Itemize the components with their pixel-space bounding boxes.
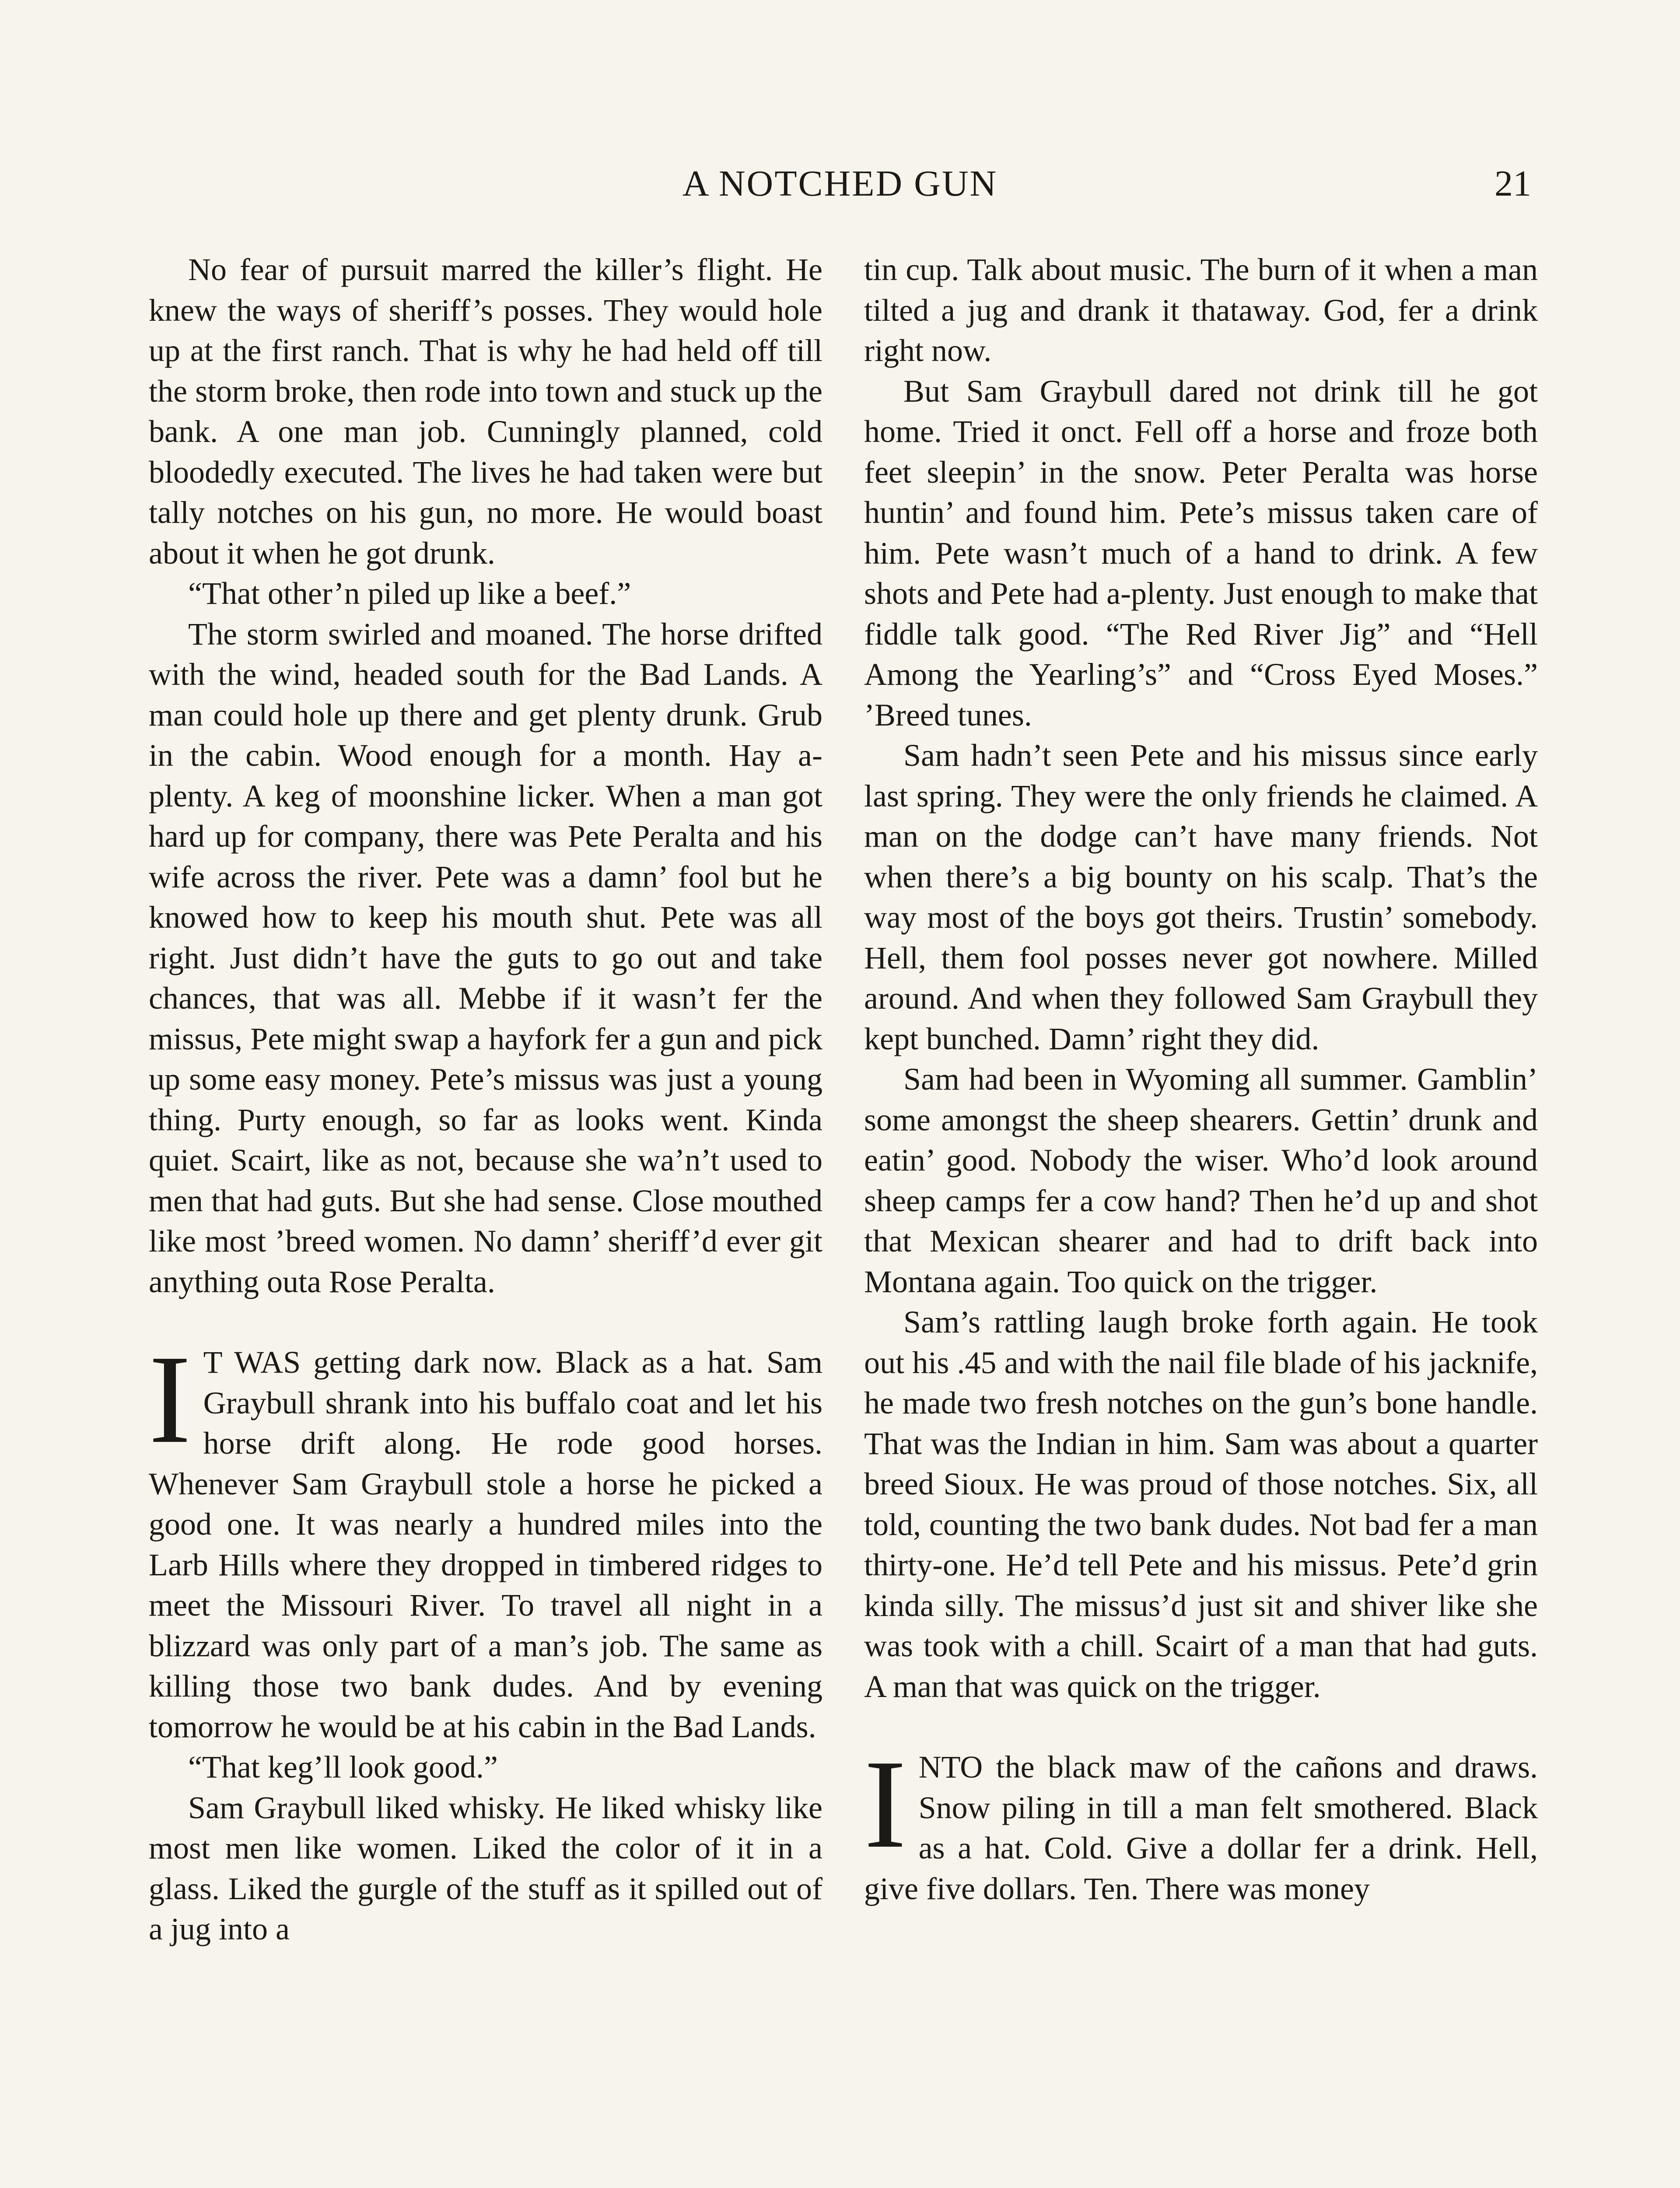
page-number: 21 [1494,163,1531,204]
paragraph: “That keg’ll look good.” [188,1750,498,1785]
drop-cap: I [864,1734,906,1874]
paragraph: Sam Graybull liked whisky. He liked whisky like most men like women. Liked the color of it in a glass. Liked the gurgle of the stuff as it spilled out of a jug into a [149,1790,822,1946]
paragraph: tin cup. Talk about music. The burn of it when a man tilted a jug and drank it thataway. God, fer a drink right now. [864,252,1538,368]
section-paragraph [149,1329,822,1747]
section-paragraph [864,1734,1538,1909]
paragraph-text: NTO the black maw of the cañons and draws. Snow piling in till a man felt smothered. Black as a hat. Cold. Give a dollar fer a drink. Hell, give five dollars. Ten. There was money [864,1750,1538,1906]
paragraph: Sam hadn’t seen Pete and his missus since early last spring. They were the only friends he claimed. A man on the dodge can’t have many friends. Not when there’s a big bounty on his scalp. That’s the way most of the boys got theirs. Trustin’ somebody. Hell, them fool posses never got nowhere. Milled around. And when they followed Sam Graybull they kept bunched. Damn’ right they did. [864,738,1538,1056]
paragraph: “That other’n piled up like a beef.” [188,576,631,611]
left-column [149,249,822,1950]
running-title: A NOTCHED GUN [682,163,998,204]
drop-cap: I [149,1329,191,1469]
paragraph: The storm swirled and moaned. The horse drifted with the wind, headed south for the Bad Lands. A man could hole up there and get plenty drunk. Grub in the cabin. Wood enough for a month. Hay a-plenty. A keg of moonshine licker. When a man got hard up for company, there was Pete Peralta and his wife across the river. Pete was a damn’ fool but he knowed how to keep his mouth shut. Pete was all right. Just didn’t have the guts to go out and take chances, that was all. Mebbe if it wasn’t fer the missus, Pete might swap a hayfork fer a gun and pick up some easy money. Pete’s missus was just a young thing. Purty enough, so far as looks went. Kinda quiet. Scairt, like as not, because she wa’n’t used to men that had guts. But she had sense. Close mouthed like most ’breed women. No damn’ sheriff’d ever git anything outa Rose Peralta. [149,616,822,1299]
page-header [149,158,1531,210]
paragraph: But Sam Graybull dared not drink till he got home. Tried it onct. Fell off a horse and froze both feet sleepin’ in the snow. Peter Peralta was horse huntin’ and found him. Pete’s missus taken care of him. Pete wasn’t much of a hand to drink. A few shots and Pete had a-plenty. Just enough to make that fiddle talk good. “The Red River Jig” and “Hell Among the Yearling’s” and “Cross Eyed Moses.” ’Breed tunes. [864,373,1538,733]
paragraph: No fear of pursuit marred the killer’s flight. He knew the ways of sheriff’s posses. They would hole up at the first ranch. That is why he had held off till the storm broke, then rode into town and stuck up the bank. A one man job. Cunningly planned, cold bloodedly executed. The lives he had taken were but tally notches on his gun, no more. He would boast about it when he got drunk. [149,252,822,571]
paragraph-text: T WAS getting dark now. Black as a hat. Sam Graybull shrank into his buffalo coat and let his horse drift along. He rode good horses. Whenever Sam Graybull stole a horse he picked a good one. It was nearly a hundred miles into the Larb Hills where they dropped in timbered ridges to meet the Missouri River. To travel all night in a blizzard was only part of a man’s job. The same as killing those two bank dudes. And by evening tomorrow he would be at his cabin in the Bad Lands. [149,1345,822,1744]
paragraph: Sam had been in Wyoming all summer. Gamblin’ some amongst the sheep shearers. Gettin’ drunk and eatin’ good. Nobody the wiser. Who’d look around sheep camps fer a cow hand? Then he’d up and shot that Mexican shearer and had to drift back into Montana again. Too quick on the trigger. [864,1062,1538,1299]
right-column [864,249,1538,1909]
paragraph: Sam’s rattling laugh broke forth again. He took out his .45 and with the nail file blade of his jacknife, he made two fresh notches on the gun’s bone handle. That was the Indian in him. Sam was about a quarter breed Sioux. He was proud of those notches. Six, all told, counting the two bank dudes. Not bad fer a man thirty-one. He’d tell Pete and his missus. Pete’d grin kinda silly. The missus’d just sit and shiver like she was took with a chill. Scairt of a man that had guts. A man that was quick on the trigger. [864,1304,1538,1704]
